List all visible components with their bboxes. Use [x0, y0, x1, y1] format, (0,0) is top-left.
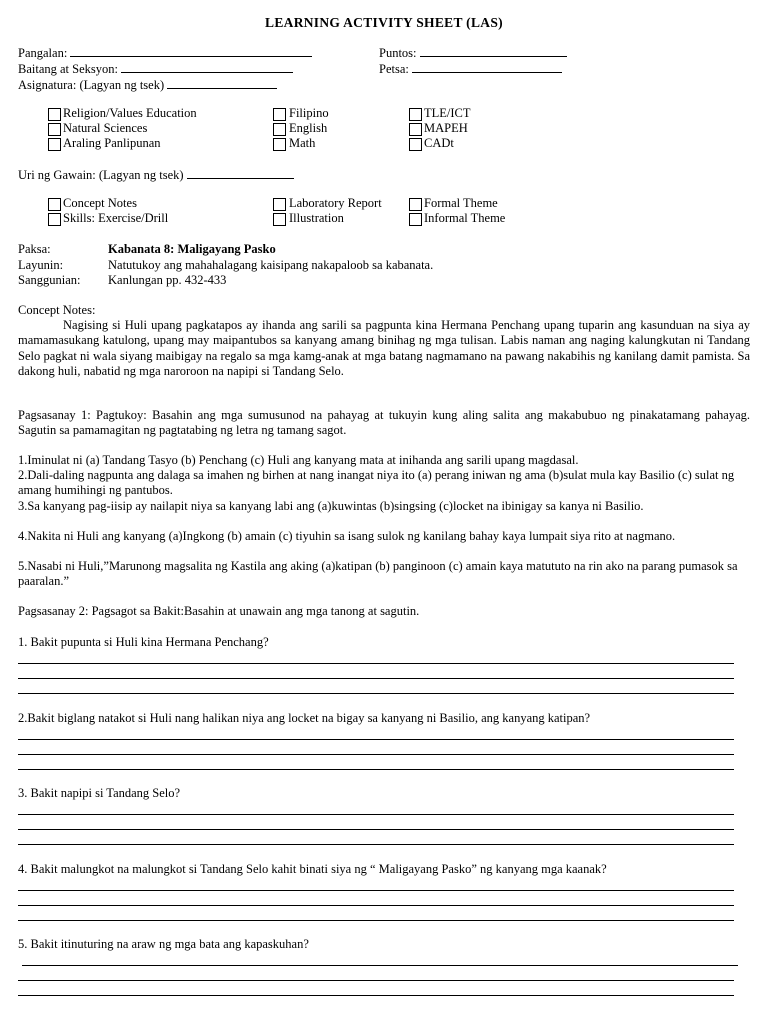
baitang-label: Baitang at Seksyon:	[18, 62, 118, 76]
petsa-label: Petsa:	[379, 62, 409, 76]
checkbox-math[interactable]	[273, 138, 286, 151]
sheet-title: LEARNING ACTIVITY SHEET (LAS)	[265, 15, 503, 30]
question: 3. Bakit napipi si Tandang Selo?	[18, 786, 181, 800]
activity-type-label: Skills: Exercise/Drill	[63, 211, 169, 225]
subject-label: Natural Sciences	[63, 121, 148, 135]
paksa-label: Paksa:	[18, 242, 51, 256]
subject-label: Religion/Values Education	[63, 106, 197, 120]
question: 2.Bakit biglang natakot si Huli nang halikan niya ang locket na bigay sa kanyang ni Basilio, ang kanyang katipan?	[18, 711, 591, 725]
sanggunian-value: Kanlungan pp. 432-433	[108, 273, 227, 287]
subject-label: Math	[289, 136, 316, 150]
layunin-value: Natutukoy ang mahahalagang kaisipang nakapaloob sa kabanata.	[108, 258, 434, 272]
uri-field	[18, 167, 294, 183]
subject-label: MAPEH	[424, 121, 468, 135]
puntos-label: Puntos:	[379, 46, 417, 60]
pagsasanay1-item: 5.Nasabi ni Huli,”Marunong magsalita ng Kastila ang aking (a)katipan (b) panginoon (c) amain kaya matututo na rin ako na parang pumasok sa paaralan.”	[18, 559, 738, 589]
sanggunian-label: Sanggunian:	[18, 273, 81, 287]
pagsasanay1-item: 2.Dali-daling nagpunta ang dalaga sa imahen ng birhen at nang inangat niya ito (a) perang iniwan ng ama (b)sulat mula kay Basilio (c) sulat ng amang humihingi ng pantubos.	[18, 468, 735, 498]
asignatura-input-line[interactable]	[167, 77, 277, 89]
answer-line[interactable]	[18, 754, 734, 755]
question: 5. Bakit itinuturing na araw ng mga bata ang kapaskuhan?	[18, 937, 309, 951]
subject-label: Araling Panlipunan	[63, 136, 161, 150]
checkbox-skills-exercise[interactable]	[48, 213, 61, 226]
layunin-label: Layunin:	[18, 258, 64, 272]
checkbox-mapeh[interactable]	[409, 123, 422, 136]
checkbox-concept-notes[interactable]	[48, 198, 61, 211]
uri-label: Uri ng Gawain: (Lagyan ng tsek)	[18, 168, 184, 182]
pangalan-input-line[interactable]	[70, 45, 312, 57]
pagsasanay1-item: 1.Iminulat ni (a) Tandang Tasyo (b) Penchang (c) Huli ang kanyang mata at inihanda ang sarili upang magdasal.	[18, 453, 579, 467]
baitang-input-line[interactable]	[121, 61, 293, 73]
pagsasanay1-item: 3.Sa kanyang pag-iisip ay nailapit niya sa kanyang labi ang (a)kuwintas (b)singsing (c)locket na ibinigay sa kanya ni Basilio.	[18, 499, 644, 513]
checkbox-tle-ict[interactable]	[409, 108, 422, 121]
question: 4. Bakit malungkot na malungkot si Tandang Selo kahit binati siya ng “ Maligayang Pasko” ng kanyang mga kaanak?	[18, 862, 607, 876]
question: 1. Bakit pupunta si Huli kina Hermana Penchang?	[18, 635, 269, 649]
uri-input-line[interactable]	[187, 167, 294, 179]
answer-line[interactable]	[18, 980, 734, 981]
concept-notes-paragraph: Nagising si Huli upang pagkatapos ay ihanda ang sarili sa pagpunta kina Hermana Penchang upang tuparin ang kasunduan na siya ay mamamasukang katulong, upang may maipantubos sa kanyang amang binihag ng mga tulisan. Labis naman ang naging kalungkutan ni Tandang Selo pagkat ni wala siyang maibigay na regalo sa mga kamg-anak at mga batang nagmamano na pawang nakabihis ng kanilang damit pamista. Sa dakong huli, nabatid ng mga naroroon na napipi si Tandang Selo.	[18, 318, 750, 378]
answer-line[interactable]	[18, 905, 734, 906]
puntos-input-line[interactable]	[420, 45, 567, 57]
paksa-value: Kabanata 8: Maligayang Pasko	[108, 242, 276, 256]
pagsasanay2-instructions: Pagsasanay 2: Pagsagot sa Bakit:Basahin at unawain ang mga tanong at sagutin.	[18, 604, 420, 618]
subject-label: Filipino	[289, 106, 329, 120]
checkbox-natural-sciences[interactable]	[48, 123, 61, 136]
checkbox-english[interactable]	[273, 123, 286, 136]
checkbox-religion[interactable]	[48, 108, 61, 121]
checkbox-illustration[interactable]	[273, 213, 286, 226]
answer-line[interactable]	[18, 844, 734, 845]
checkbox-laboratory-report[interactable]	[273, 198, 286, 211]
petsa-field	[379, 61, 562, 77]
answer-line[interactable]	[18, 678, 734, 679]
puntos-field	[379, 45, 567, 61]
activity-type-label: Informal Theme	[424, 211, 506, 225]
answer-line[interactable]	[18, 829, 734, 830]
baitang-field	[18, 61, 293, 77]
answer-line[interactable]	[18, 890, 734, 891]
answer-line[interactable]	[18, 995, 734, 996]
answer-line[interactable]	[18, 739, 734, 740]
pangalan-label: Pangalan:	[18, 46, 68, 60]
pagsasanay1-item: 4.Nakita ni Huli ang kanyang (a)Ingkong (b) amain (c) tiyuhin sa isang sulok ng kanilang bahay kaya lumpait siya rito at nagmano.	[18, 529, 676, 543]
checkbox-araling-panlipunan[interactable]	[48, 138, 61, 151]
asignatura-field	[18, 77, 277, 93]
answer-line[interactable]	[18, 920, 734, 921]
answer-line[interactable]	[22, 965, 738, 966]
checkbox-informal-theme[interactable]	[409, 213, 422, 226]
asignatura-label: Asignatura: (Lagyan ng tsek)	[18, 78, 165, 92]
answer-line[interactable]	[18, 693, 734, 694]
activity-type-label: Laboratory Report	[289, 196, 382, 210]
answer-line[interactable]	[18, 769, 734, 770]
checkbox-filipino[interactable]	[273, 108, 286, 121]
answer-line[interactable]	[18, 814, 734, 815]
subject-label: English	[289, 121, 328, 135]
concept-notes-heading: Concept Notes:	[18, 303, 96, 317]
activity-type-label: Formal Theme	[424, 196, 498, 210]
subject-label: CADt	[424, 136, 454, 150]
subject-label: TLE/ICT	[424, 106, 471, 120]
checkbox-cadt[interactable]	[409, 138, 422, 151]
pagsasanay1-instructions: Pagsasanay 1: Pagtukoy: Basahin ang mga sumusunod na pahayag at tukuyin kung aling salita ang makabubuo ng pinakatamang pahayag. Sagutin sa pamamagitan ng pagtatabing ng letra ng tamang sagot.	[18, 408, 750, 438]
petsa-input-line[interactable]	[412, 61, 562, 73]
checkbox-formal-theme[interactable]	[409, 198, 422, 211]
activity-type-label: Illustration	[289, 211, 344, 225]
answer-line[interactable]	[18, 663, 734, 664]
activity-type-label: Concept Notes	[63, 196, 137, 210]
pangalan-field	[18, 45, 312, 61]
